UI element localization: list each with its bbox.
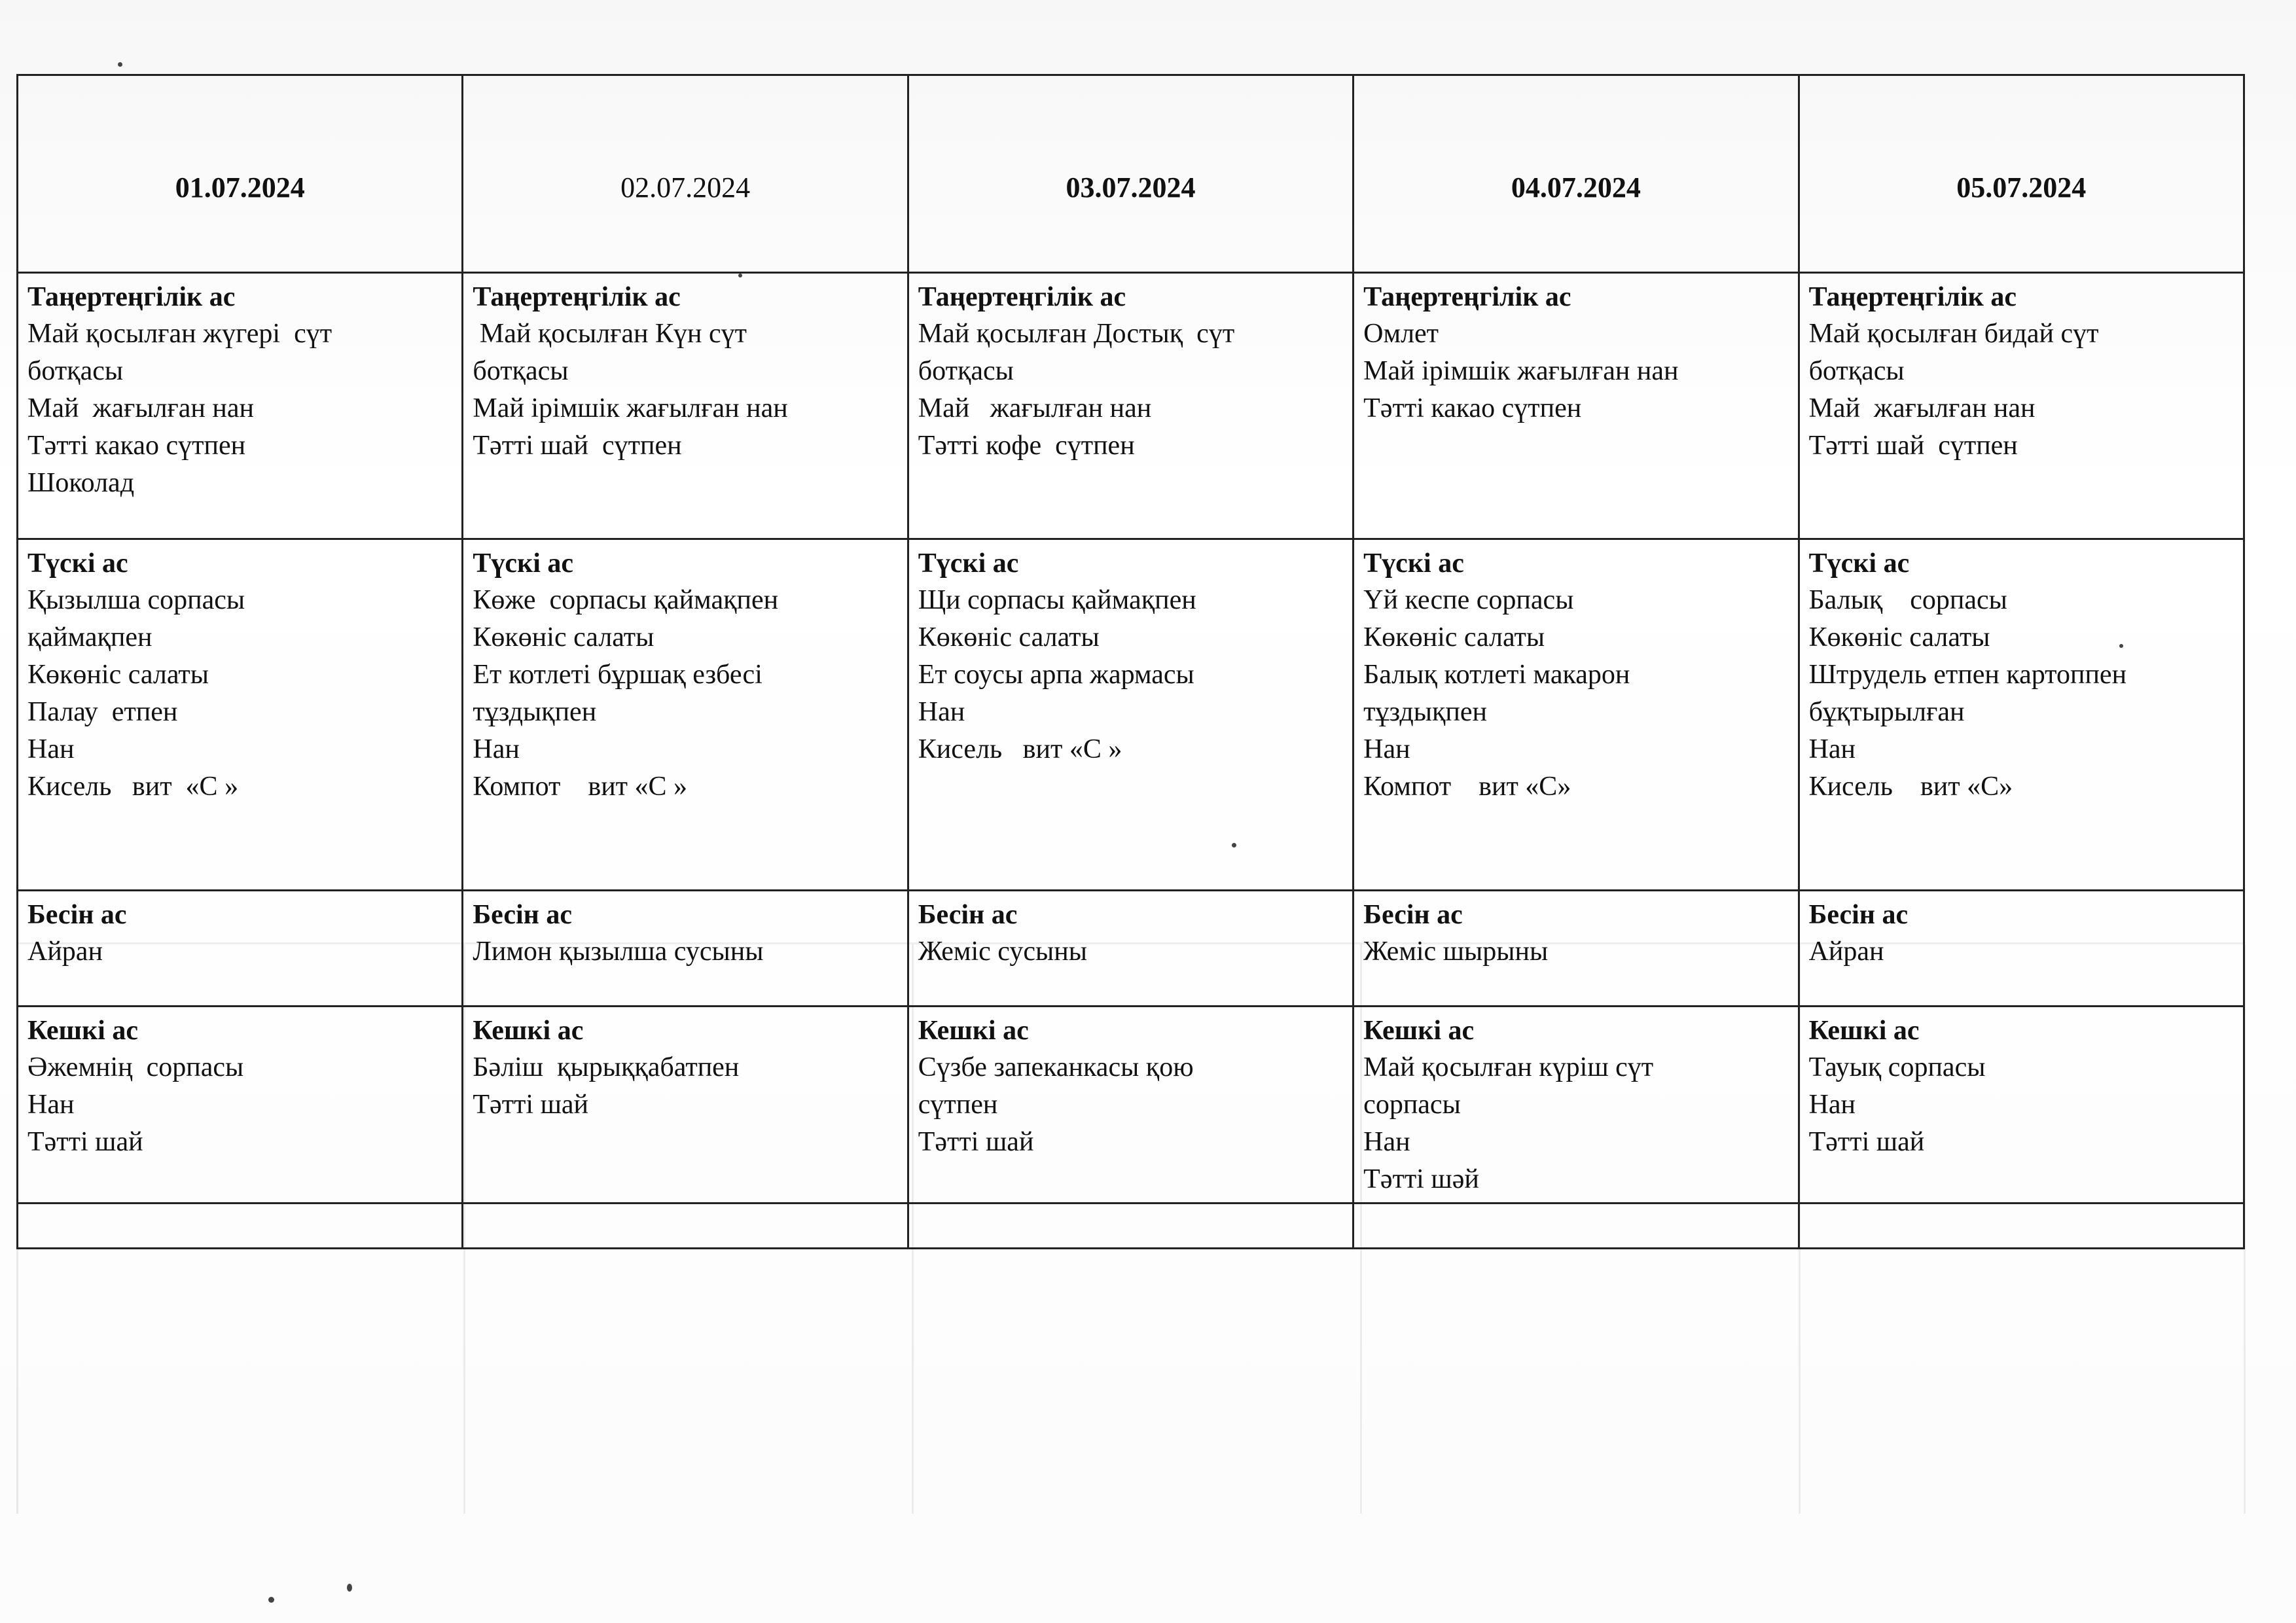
meal-title: Кешкі ас — [473, 1016, 584, 1046]
meal-cell — [908, 273, 1353, 539]
meal-cell — [18, 891, 463, 1007]
dish-line: Көкөніс салаты — [27, 660, 209, 690]
dish-line: Бәліш қырыққабатпен — [473, 1052, 740, 1082]
dish-line: Щи сорпасы қаймақпен — [918, 585, 1196, 615]
date-header-cell — [18, 75, 463, 273]
dish-line: Балық сорпасы — [1808, 585, 2007, 615]
meal-title: Таңертеңгілік ас — [918, 282, 1126, 312]
dish-line: Нан — [1363, 1127, 1410, 1157]
snack-row — [18, 891, 2244, 1007]
dish-line: Тәтті шай — [918, 1127, 1034, 1157]
scan-speck — [118, 62, 122, 67]
dish-line: Нан — [27, 1090, 75, 1120]
scan-speck — [268, 1597, 274, 1603]
dish-line: Нан — [1808, 734, 1856, 764]
meal-cell — [18, 539, 463, 891]
meal-cell — [1799, 891, 2244, 1007]
scan-speck — [738, 274, 742, 277]
dish-line: сорпасы — [1363, 1090, 1461, 1120]
date-header-cell — [1799, 75, 2244, 273]
dish-line: Тәтті кофе сүтпен — [918, 431, 1135, 461]
empty-cell — [18, 1204, 463, 1249]
meal-cell — [463, 273, 908, 539]
dish-line: Тәтті шай — [1808, 1127, 1925, 1157]
dish-line: Нан — [918, 697, 965, 727]
dish-line: ботқасы — [27, 356, 124, 386]
dish-line: Көкөніс салаты — [918, 622, 1100, 652]
dinner-row — [18, 1007, 2244, 1204]
dish-line: Жеміс шырыны — [1363, 936, 1549, 967]
meal-cell — [1354, 1007, 1799, 1204]
meal-title: Кешкі ас — [1363, 1016, 1475, 1046]
empty-row — [18, 1204, 2244, 1249]
dish-line: Көже сорпасы қаймақпен — [473, 585, 779, 615]
date-label: 05.07.2024 — [1956, 171, 2087, 204]
dish-line: Жеміс сусыны — [918, 936, 1087, 967]
dish-line: тұздықпен — [473, 697, 597, 727]
date-label: 04.07.2024 — [1511, 171, 1641, 204]
dish-line: Сүзбе запеканкасы қою — [918, 1052, 1194, 1082]
empty-cell — [908, 1204, 1353, 1249]
dish-line: Тәтті шай сүтпен — [473, 431, 682, 461]
dish-line: Тәтті какао сүтпен — [27, 431, 246, 461]
dish-line: Май ірімшік жағылған нан — [473, 393, 788, 423]
dish-line: Май қосылған жүгері сүт — [27, 319, 332, 349]
meal-cell — [463, 539, 908, 891]
dish-line: бұқтырылған — [1808, 697, 1965, 727]
dish-line: Май жағылған нан — [1808, 393, 2036, 423]
dish-line: Тауық сорпасы — [1808, 1052, 1986, 1082]
dish-line: Көкөніс салаты — [1808, 622, 1990, 652]
dish-line: ботқасы — [473, 356, 569, 386]
date-header-cell — [463, 75, 908, 273]
meal-title: Таңертеңгілік ас — [1808, 282, 2017, 312]
dish-line: Әжемнің сорпасы — [27, 1052, 244, 1082]
dish-line: Май жағылған нан — [27, 393, 254, 423]
dish-line: Шоколад — [27, 468, 135, 498]
dish-line: Үй кеспе сорпасы — [1363, 585, 1574, 615]
date-label: 03.07.2024 — [1066, 171, 1196, 204]
dish-line: Айран — [1808, 936, 1884, 967]
meal-cell — [1799, 539, 2244, 891]
weekly-menu-table — [16, 74, 2245, 1249]
meal-cell — [18, 1007, 463, 1204]
dish-line: Айран — [27, 936, 103, 967]
meal-cell — [908, 1007, 1353, 1204]
scan-speck — [2119, 644, 2123, 648]
meal-title: Түскі ас — [27, 548, 128, 579]
meal-title: Бесін ас — [473, 900, 572, 930]
lunch-row — [18, 539, 2244, 891]
empty-cell — [1799, 1204, 2244, 1249]
meal-title: Таңертеңгілік ас — [473, 282, 681, 312]
breakfast-row — [18, 273, 2244, 539]
date-label: 01.07.2024 — [175, 171, 305, 204]
date-header-cell — [908, 75, 1353, 273]
meal-cell — [463, 891, 908, 1007]
dish-line: Балық котлеті макарон — [1363, 660, 1630, 690]
dish-line: Май қосылған Достық сүт — [918, 319, 1235, 349]
dish-line: Нан — [1808, 1090, 1856, 1120]
dish-line: Кисель вит «С » — [27, 772, 239, 802]
dish-line: Көкөніс салаты — [473, 622, 655, 652]
dish-line: Май қосылған күріш сүт — [1363, 1052, 1654, 1082]
meal-title: Таңертеңгілік ас — [1363, 282, 1571, 312]
meal-cell — [908, 539, 1353, 891]
dish-line: тұздықпен — [1363, 697, 1487, 727]
meal-title: Түскі ас — [1808, 548, 1910, 579]
date-header-row — [18, 75, 2244, 273]
dish-line: Тәтті шай — [473, 1090, 589, 1120]
dish-line: Нан — [473, 734, 520, 764]
dish-line: Тәтті шай — [27, 1127, 143, 1157]
meal-title: Кешкі ас — [918, 1016, 1029, 1046]
dish-line: Нан — [27, 734, 75, 764]
meal-cell — [1799, 273, 2244, 539]
empty-cell — [463, 1204, 908, 1249]
dish-line: Лимон қызылша сусыны — [473, 936, 764, 967]
meal-title: Кешкі ас — [27, 1016, 138, 1046]
dish-line: Компот вит «С » — [473, 772, 688, 802]
dish-line: Омлет — [1363, 319, 1439, 349]
dish-line: Қызылша сорпасы — [27, 585, 245, 615]
meal-title: Түскі ас — [1363, 548, 1464, 579]
meal-title: Таңертеңгілік ас — [27, 282, 236, 312]
dish-line: Май жағылған нан — [918, 393, 1152, 423]
meal-title: Түскі ас — [473, 548, 574, 579]
scan-speck — [347, 1584, 352, 1592]
meal-title: Бесін ас — [1808, 900, 1909, 930]
meal-title: Кешкі ас — [1808, 1016, 1920, 1046]
dish-line: Тәтті шай сүтпен — [1808, 431, 2018, 461]
dish-line: Штрудель етпен картоппен — [1808, 660, 2127, 690]
dish-line: Көкөніс салаты — [1363, 622, 1545, 652]
dish-line: Май қосылған бидай сүт — [1808, 319, 2099, 349]
meal-cell — [1354, 273, 1799, 539]
dish-line: Палау етпен — [27, 697, 178, 727]
dish-line: Компот вит «С» — [1363, 772, 1571, 802]
dish-line: қаймақпен — [27, 622, 152, 652]
meal-cell — [1799, 1007, 2244, 1204]
meal-cell — [1354, 539, 1799, 891]
dish-line: Май қосылған Күн сүт — [473, 319, 747, 349]
empty-cell — [1354, 1204, 1799, 1249]
dish-line: ботқасы — [1808, 356, 1905, 386]
dish-line: Нан — [1363, 734, 1410, 764]
dish-line: сүтпен — [918, 1090, 998, 1120]
meal-cell — [908, 891, 1353, 1007]
scan-speck — [1232, 843, 1236, 847]
dish-line: Тәтті какао сүтпен — [1363, 393, 1582, 423]
meal-title: Бесін ас — [918, 900, 1018, 930]
dish-line: Кисель вит «С » — [918, 734, 1122, 764]
dish-line: Тәтті шәй — [1363, 1164, 1479, 1194]
meal-title: Бесін ас — [27, 900, 127, 930]
meal-cell — [18, 273, 463, 539]
dish-line: Ет котлеті бұршақ езбесі — [473, 660, 762, 690]
meal-cell — [1354, 891, 1799, 1007]
meal-title: Түскі ас — [918, 548, 1019, 579]
dish-line: ботқасы — [918, 356, 1014, 386]
dish-line: Ет соусы арпа жармасы — [918, 660, 1194, 690]
meal-cell — [463, 1007, 908, 1204]
dish-line: Кисель вит «С» — [1808, 772, 2013, 802]
dish-line: Май ірімшік жағылған нан — [1363, 356, 1679, 386]
date-header-cell — [1354, 75, 1799, 273]
meal-title: Бесін ас — [1363, 900, 1463, 930]
date-label: 02.07.2024 — [620, 171, 751, 204]
